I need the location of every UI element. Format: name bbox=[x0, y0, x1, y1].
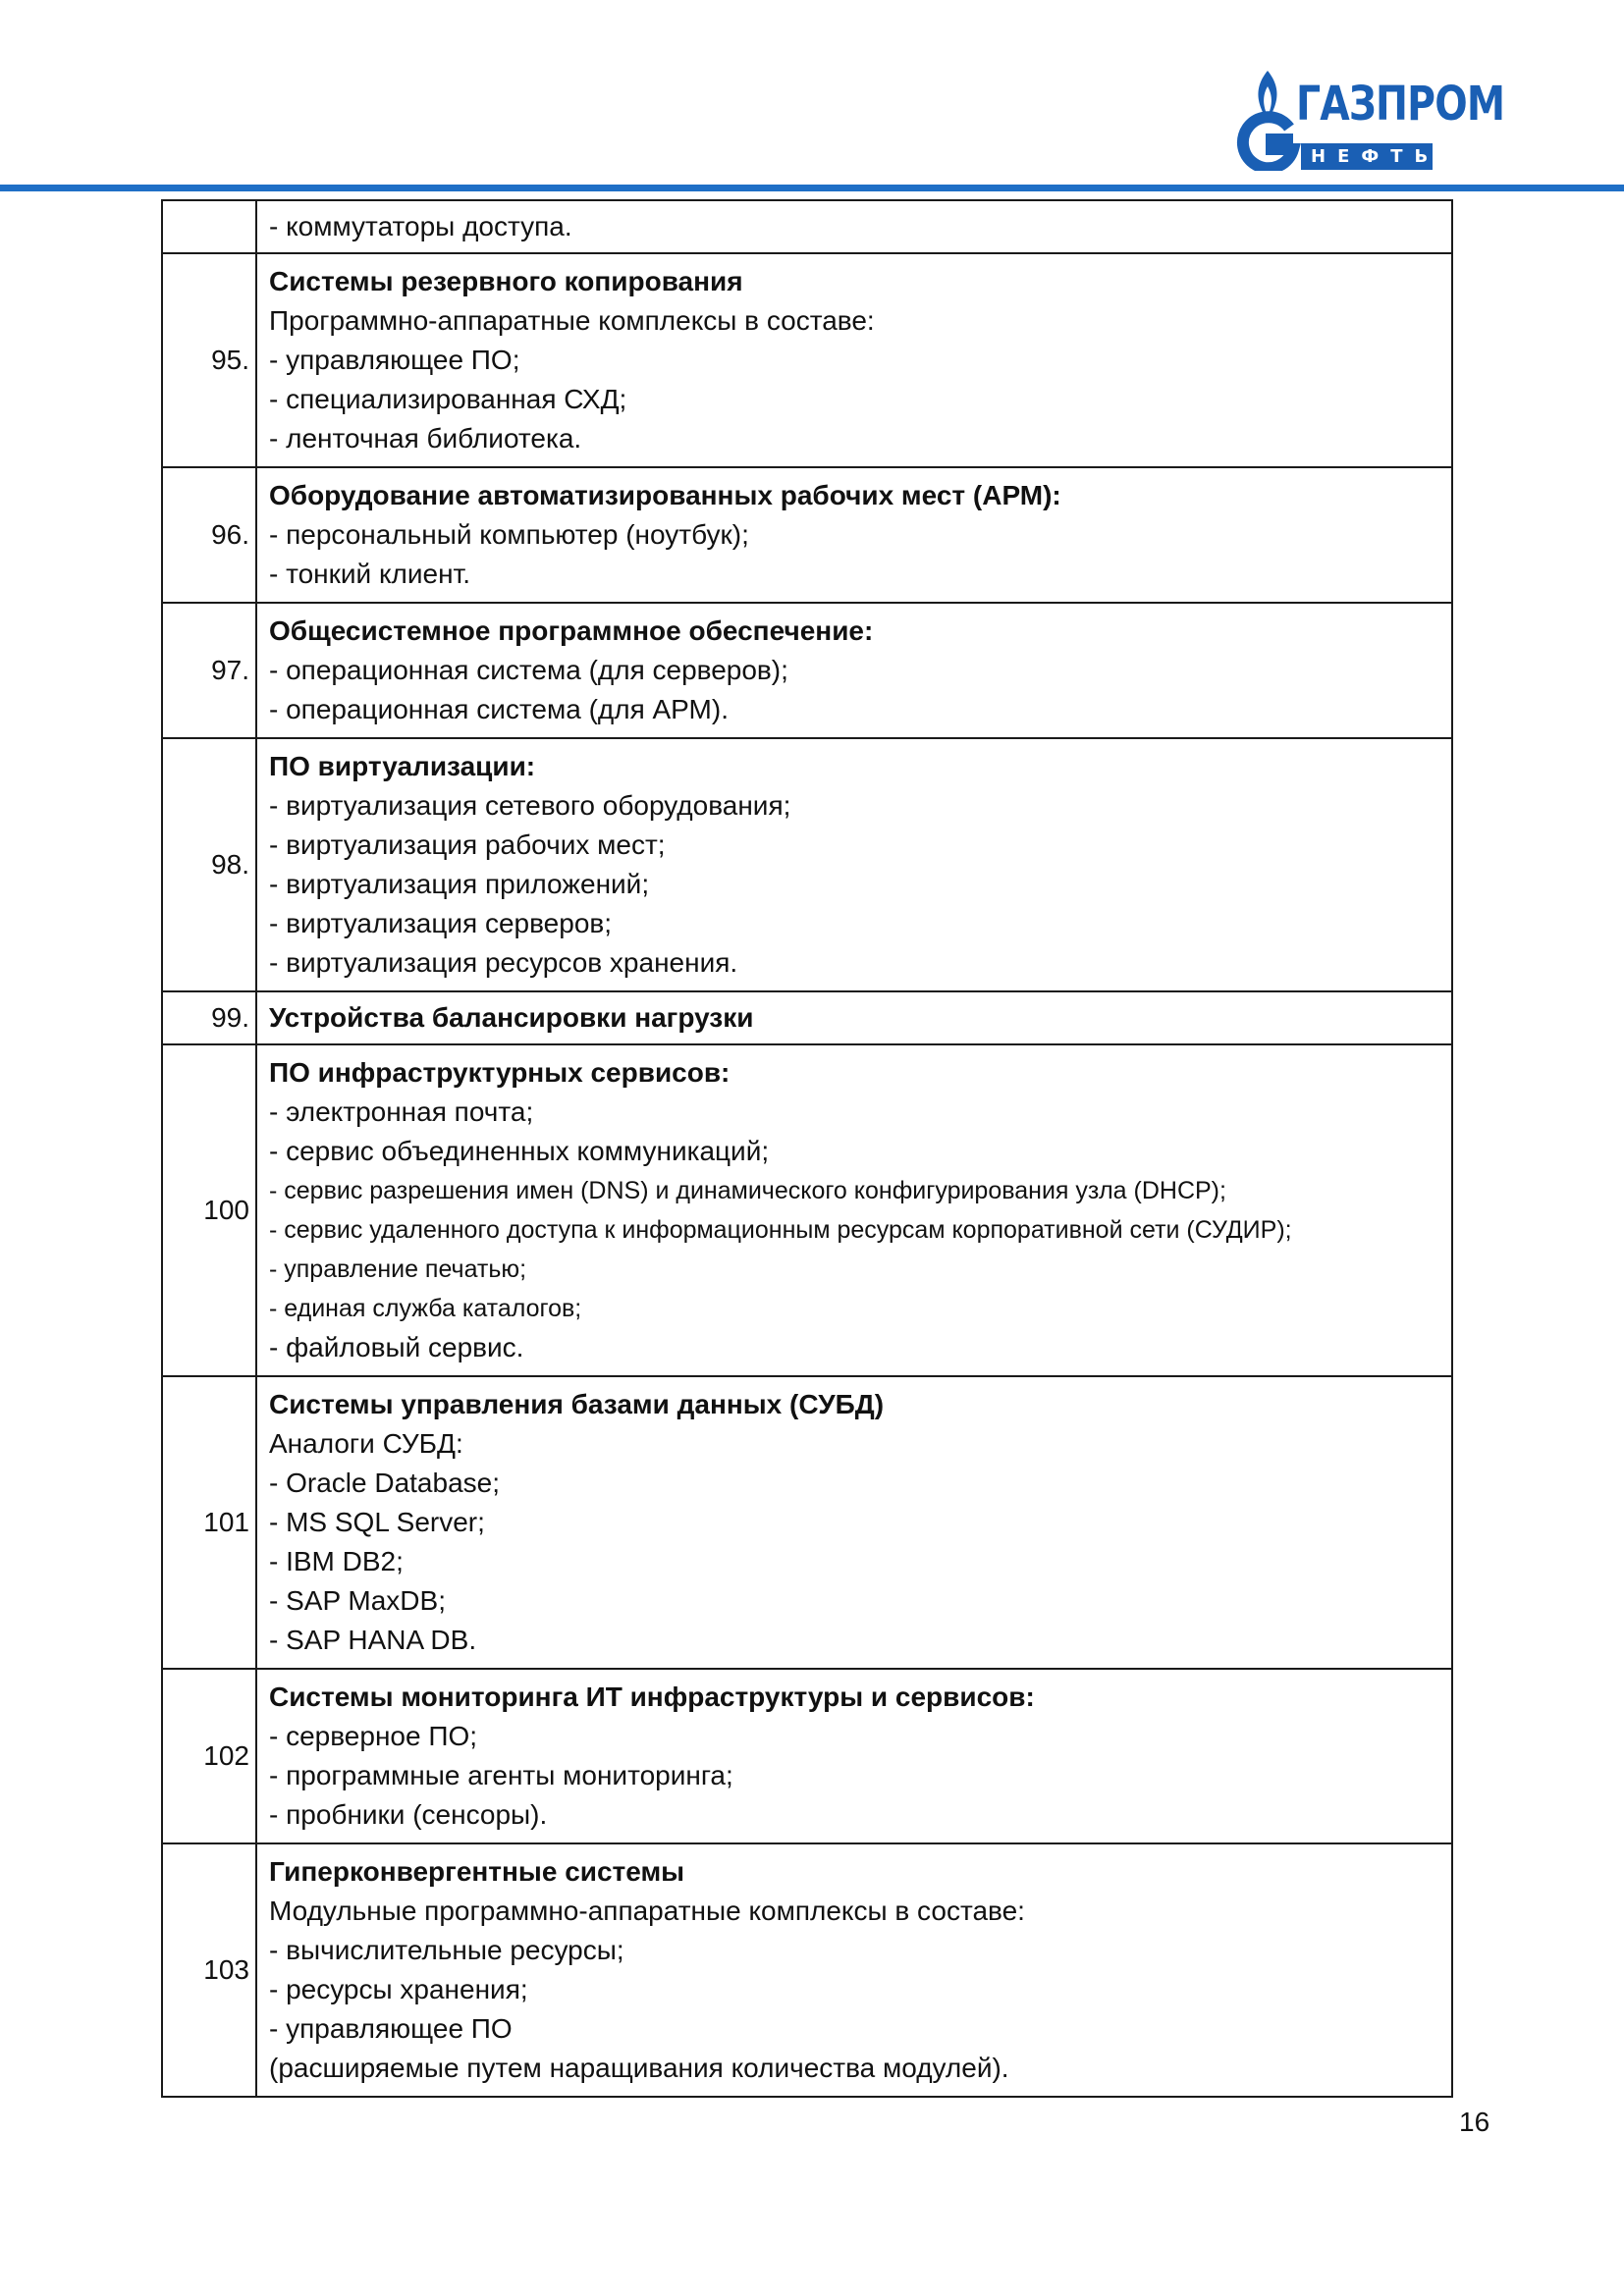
row-number: 100 bbox=[162, 1044, 256, 1376]
table-row bbox=[162, 253, 1452, 467]
row-heading: Оборудование автоматизированных рабочих мест (АРМ): bbox=[269, 480, 1061, 510]
table-row bbox=[162, 1669, 1452, 1843]
row-number: 98. bbox=[162, 738, 256, 991]
row-line: - серверное ПО; bbox=[269, 1721, 478, 1751]
row-line: - виртуализация ресурсов хранения. bbox=[269, 947, 738, 978]
row-line: - электронная почта; bbox=[269, 1096, 534, 1127]
row-line: Аналоги СУБД: bbox=[269, 1428, 463, 1459]
company-logo bbox=[1232, 67, 1505, 173]
row-line: - виртуализация рабочих мест; bbox=[269, 829, 666, 860]
row-content bbox=[256, 253, 1452, 467]
row-content bbox=[256, 1376, 1452, 1669]
row-number: 97. bbox=[162, 603, 256, 738]
equipment-table bbox=[161, 199, 1453, 2098]
row-line: - ресурсы хранения; bbox=[269, 1974, 528, 2004]
row-content bbox=[256, 603, 1452, 738]
row-heading: Общесистемное программное обеспечение: bbox=[269, 615, 874, 646]
table-row bbox=[162, 603, 1452, 738]
row-line: Модульные программно-аппаратные комплексы в составе: bbox=[269, 1896, 1025, 1926]
row-heading: ПО инфраструктурных сервисов: bbox=[269, 1057, 731, 1088]
row-line: - ленточная библиотека. bbox=[269, 423, 582, 454]
row-heading: Системы мониторинга ИТ инфраструктуры и сервисов: bbox=[269, 1682, 1035, 1712]
row-line: - управляющее ПО bbox=[269, 2013, 513, 2044]
table-row bbox=[162, 991, 1452, 1044]
flame-g-logo-icon bbox=[1232, 69, 1301, 171]
row-heading: ПО виртуализации: bbox=[269, 751, 536, 781]
table-row bbox=[162, 1044, 1452, 1376]
row-line: - пробники (сенсоры). bbox=[269, 1799, 548, 1830]
row-line: - коммутаторы доступа. bbox=[269, 211, 572, 241]
row-number: 101 bbox=[162, 1376, 256, 1669]
row-line: - программные агенты мониторинга; bbox=[269, 1760, 733, 1790]
table-row bbox=[162, 1376, 1452, 1669]
page-number: 16 bbox=[1459, 2107, 1490, 2137]
row-line: - управление печатью; bbox=[269, 1255, 527, 1283]
row-line: - тонкий клиент. bbox=[269, 559, 471, 589]
header-rule bbox=[0, 185, 1624, 191]
logo-subtitle: НЕФТЬ bbox=[1301, 143, 1433, 170]
row-content bbox=[256, 738, 1452, 991]
row-line: - специализированная СХД; bbox=[269, 384, 627, 414]
table-row bbox=[162, 200, 1452, 253]
row-line: - операционная система (для АРМ). bbox=[269, 694, 729, 724]
row-content bbox=[256, 1843, 1452, 2097]
row-number: 102 bbox=[162, 1669, 256, 1843]
row-line: - IBM DB2; bbox=[269, 1546, 404, 1576]
row-content bbox=[256, 467, 1452, 603]
row-content bbox=[256, 1669, 1452, 1843]
row-line: - виртуализация приложений; bbox=[269, 869, 650, 899]
row-number bbox=[162, 200, 256, 253]
row-line: (расширяемые путем наращивания количества модулей). bbox=[269, 2053, 1009, 2083]
row-heading: Системы управления базами данных (СУБД) bbox=[269, 1389, 885, 1419]
row-line: - управляющее ПО; bbox=[269, 345, 520, 375]
row-line: Программно-аппаратные комплексы в составе: bbox=[269, 305, 875, 336]
row-line: - сервис удаленного доступа к информационным ресурсам корпоративной сети (СУДИР); bbox=[269, 1216, 1292, 1244]
row-content bbox=[256, 1044, 1452, 1376]
row-line: - единая служба каталогов; bbox=[269, 1295, 582, 1322]
row-content bbox=[256, 991, 1452, 1044]
row-line: - MS SQL Server; bbox=[269, 1507, 485, 1537]
row-line: - операционная система (для серверов); bbox=[269, 655, 788, 685]
row-number: 103 bbox=[162, 1843, 256, 2097]
row-line: - SAP HANA DB. bbox=[269, 1625, 477, 1655]
row-number: 99. bbox=[162, 991, 256, 1044]
row-line: - файловый сервис. bbox=[269, 1332, 524, 1362]
row-heading: Гиперконвергентные системы bbox=[269, 1856, 685, 1887]
row-line: - сервис объединенных коммуникаций; bbox=[269, 1136, 770, 1166]
row-line: - персональный компьютер (ноутбук); bbox=[269, 519, 749, 550]
row-line: - сервис разрешения имен (DNS) и динамического конфигурирования узла (DHCP); bbox=[269, 1177, 1226, 1204]
row-heading: Системы резервного копирования bbox=[269, 266, 743, 296]
row-line: - вычислительные ресурсы; bbox=[269, 1935, 624, 1965]
row-content bbox=[256, 200, 1452, 253]
table-row bbox=[162, 1843, 1452, 2097]
logo-wordmark: ГАЗПРОМ bbox=[1296, 77, 1505, 132]
row-line: - SAP MaxDB; bbox=[269, 1585, 446, 1616]
row-number: 95. bbox=[162, 253, 256, 467]
table-row bbox=[162, 738, 1452, 991]
table-row bbox=[162, 467, 1452, 603]
row-line: - виртуализация сетевого оборудования; bbox=[269, 790, 791, 821]
row-heading: Устройства балансировки нагрузки bbox=[269, 1002, 754, 1033]
row-number: 96. bbox=[162, 467, 256, 603]
row-line: - Oracle Database; bbox=[269, 1468, 500, 1498]
row-line: - виртуализация серверов; bbox=[269, 908, 613, 938]
